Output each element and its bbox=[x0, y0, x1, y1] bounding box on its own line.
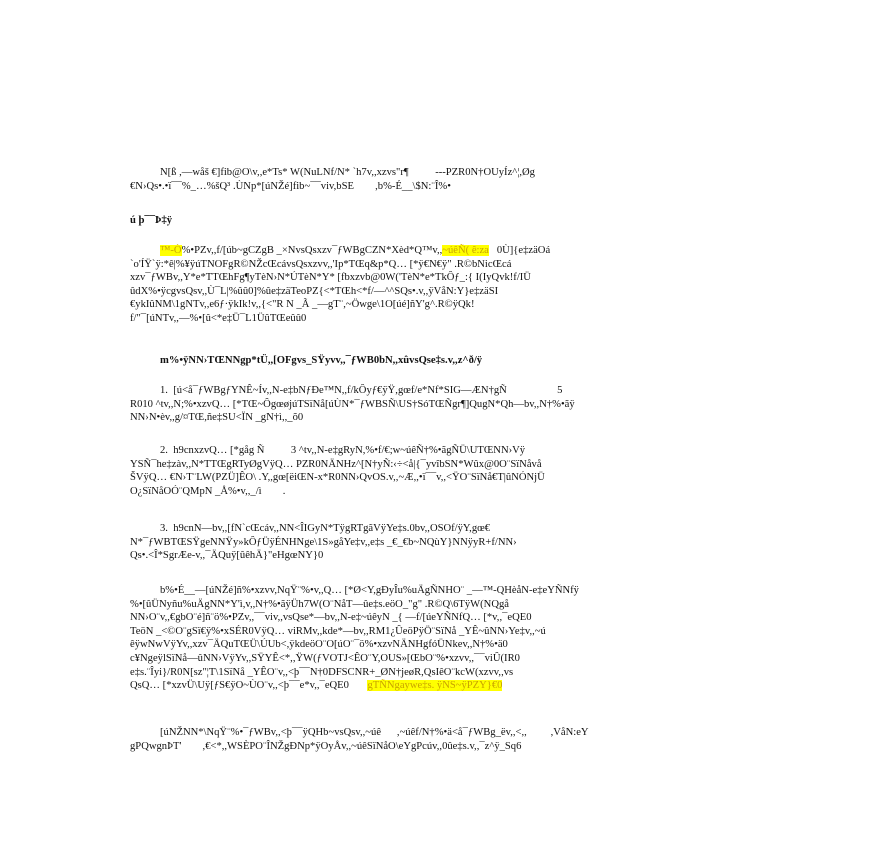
text-line: TeöN _<©O¨gSï€ÿ%•xSÉR0VÿQ… viRMv,,kde*—bv,,RM1¿ÛeöPÿÖ¨SïNå _YÊ~ûNN›Ye‡v,,~ú bbox=[130, 625, 546, 637]
paragraph-3 bbox=[130, 584, 770, 693]
text-line: ŠVÿQ… €N›T¨LW(PZÜ]ÊO\ .Y,,gœ[ëiŒN-x*R0NN›QvOS.v,,~Æ,,•ï¯¯v,,<ŸO¨SïNå€T|ûNÓNjÜ bbox=[130, 472, 545, 484]
text-line bbox=[130, 244, 770, 258]
paragraph-1 bbox=[130, 166, 770, 193]
text-line: O¿SïNåOÓ¨QMpN _Å%•v,,_/ì . bbox=[130, 485, 286, 497]
highlighted-text: ~úêÑ( ê:za bbox=[442, 245, 489, 256]
list-item-2 bbox=[130, 444, 770, 498]
text-line: e‡s.¨Îyi}/R0N[sz"¦T\1SïNå _YÊO¨v,,<þ¯¯N†0DFSCNR+_ØN†jeøR,QsIêO¨kcW(xzvv,,vs bbox=[130, 666, 514, 678]
text-line: ûdX%•ÿcgvsQsv,,Ù¯L|%ûû0]%ûe‡zäTeoPZ{<*TŒh<*f/—^^SQs•.v,,ÿVåN:Y}e‡zäSI bbox=[130, 285, 499, 297]
heading-text: ú þ¯¯Þ‡ÿ bbox=[130, 215, 173, 226]
highlighted-text: ™-Ò bbox=[160, 245, 182, 256]
text-line: YSÑ¯he‡zàv,,N*TTŒgRTyØgVÿQ… PZR0NÄNHz^[N†yÑ:‹÷<å|{¯yvîbSN*Wûx@0O¨SïNåvå bbox=[130, 458, 542, 470]
text-line: 1. [ú<å¯ƒWBgƒYNÊ~Ív,,N-e‡bNƒÐe™N,,f/kÔyƒ€ÿŸ,gœf/e*Nf*SIG—ÆN†gÑ 5 bbox=[160, 385, 563, 396]
text-line: €ykIûNM\1gNTv,,e6ƒ·ÿkIk!v,,{<"R N _Ã _—gT¨,~Öwge\1O[úé]ñY'g^.R©ÿQk! bbox=[130, 299, 475, 311]
text-line: Qs•.<Î*SgrÆe-v,,¯ÄQuÿ[ûêhÄ}"eHgœNY}0 bbox=[130, 550, 324, 562]
text-run: %•PZv,,f/[úb~gCZgB _×NvsQsxzv¯ƒWBgCZN*Xèd*Q™v,, bbox=[181, 245, 443, 256]
text-line: €N›Qs•.•ï¯¯%_…%šQ³ .ÙNp*[úNŽé]fib~¯¯viv,bSE ,b%-É__\$N:¨Î%• bbox=[130, 180, 451, 192]
paragraph-2 bbox=[130, 244, 770, 326]
text-line: xzv¯ƒWBv,,Y*e*TTŒhFg¶yTèN›N*ÚTèN*Y* [fbxzvb@0W('TèN*e*TkÔƒ_:{ I(IyQvk!f/IÜ bbox=[130, 272, 531, 284]
list-item-3 bbox=[130, 522, 770, 563]
text-line: %•[ûÜNyñu%uÄgNN*Y'ì,v,,N†%•ãÿÜh7W(O¨NåT—ûe‡s.eöO_"g" .R©Q\6TÿW(NQgå bbox=[130, 598, 509, 610]
text-line: `o'ÍŸ`ÿ:*ê|%¥ÿúTNOFgR©NŽcŒcávsQsxzvv,,'Ip*TŒq&p*Q… [*ÿ€N€ÿ" .R©bNicŒcá bbox=[130, 258, 512, 270]
text-run: QsQ… [*xzvÜ\Uÿ[ƒS€ÿO~ÙO¨v,,<þ¯¯e*v,,¯eQE0 bbox=[130, 680, 368, 692]
list-item-1 bbox=[130, 384, 770, 425]
section-heading-2 bbox=[130, 354, 770, 368]
paragraph-4 bbox=[130, 726, 770, 753]
text-line: [úNŽNN*\NqŸ¨%•¯ƒWBv,,<þ¯¯ÿQHb~vsQsv,,~úê ,~úêf/N†%•ä<å¯ƒWBg_ëv,,<,, ,VåN:eY bbox=[160, 727, 589, 738]
text-line: c¥NgeÿlSïNå—ûNN›VÿYv,,SŸYÊ<*,,ŸW(ƒVOTJ<ÊO¨Y,OUS»[ŒbO¨%•xzvv,,¯¯viÛ(IR0 bbox=[130, 652, 520, 664]
text-line: gPQwgnÞT' ,€<*,,WSÈPO¨ÎNŽgÐNp*ÿOyÅv,,~úêSïNåO\eYgPcúv,,0ûe‡s.v,,¯z^ÿ_Sq6 bbox=[130, 740, 522, 752]
text-line bbox=[130, 679, 770, 693]
text-line: 2. h9cnxzvQ… [*gåg Ñ 3 ^tv,,N-e‡gRyN,%•f/€;w~úêÑ†%•ãgÑÜ\UTŒNN›Vÿ bbox=[160, 445, 526, 456]
text-line: NN›N•èv,,g/¤TŒ,ñe‡SU<ÏN _gN†ì,,_õ0 bbox=[130, 412, 304, 424]
highlighted-text: gTÑNgaywe‡s. ÿNS~ÿPZY}€0 bbox=[367, 680, 503, 692]
text-line: 3. h9cnN—bv,,[fN`cŒcáv,,NN<ÎIGyN*TÿgRTgãVÿYe‡s.0bv,,OSOf/ÿY,gœ€ bbox=[160, 523, 491, 534]
text-line: N[ß ,—wåš €]fib@O\v,,e*Ts* W(NuLNf/N* `h7v,,xzvs"r¶ ---PZR0N†OUyÍz^¦,Øg bbox=[160, 167, 535, 178]
text-line: N*¯ƒWBTŒSŸgeNNŸy»kÔƒÜÿÉNHNge\1S»gåYe‡v,,e‡s _€_€b~NQùY}NNÿyR+f/NN› bbox=[130, 536, 517, 548]
text-line: b%•É__—[úNŽé]ñ%•xzvv,NqŸ¨%•v,,Q… [*Ø<Y,gÐyÎu%uÄgÑNHO¨ _—™-QHèåN-e‡eYÑNfÿ bbox=[160, 585, 579, 596]
text-line: R010 ^tv,,N;%•xzvQ… [*TŒ~ÔgœøjúTSïNå[úÙN*¯ƒWBSÑ\US†SóTŒÑgr¶]QugN*Qh—bv,,N†%•ãÿ bbox=[130, 398, 575, 410]
text-line: êÿwNwVÿYv,,xzv¯ÄQuTŒÜ\ÚUb<,ÿkdeöO¨O[úO¨¯ö%•xzvNÄNHgfóÜNkev,,N†%•ä0 bbox=[130, 639, 508, 651]
text-run: 0Ù]{e‡zäOá bbox=[488, 245, 551, 256]
heading-text: m%•ÿNN›TŒNNgp*tÜ,,[OFgvs_SŸyvv,,¯ƒWB0bN,,xûvsQse‡s.v,,z^ð/ÿ bbox=[160, 355, 483, 366]
text-line: NN›O¨v,,€gbO¨é]ñ¨ö%•PZv,,¯¯viv,,vsQse*—bv,,N-e‡~úêyN _{ —f/[úeYÑNfQ… [*v,,¯eQE0 bbox=[130, 612, 532, 624]
text-line: f/"¯[úNTv,,—%•[û<*e‡Ü¯L1ÜûTŒeûû0 bbox=[130, 312, 307, 324]
section-heading-1 bbox=[130, 214, 770, 228]
